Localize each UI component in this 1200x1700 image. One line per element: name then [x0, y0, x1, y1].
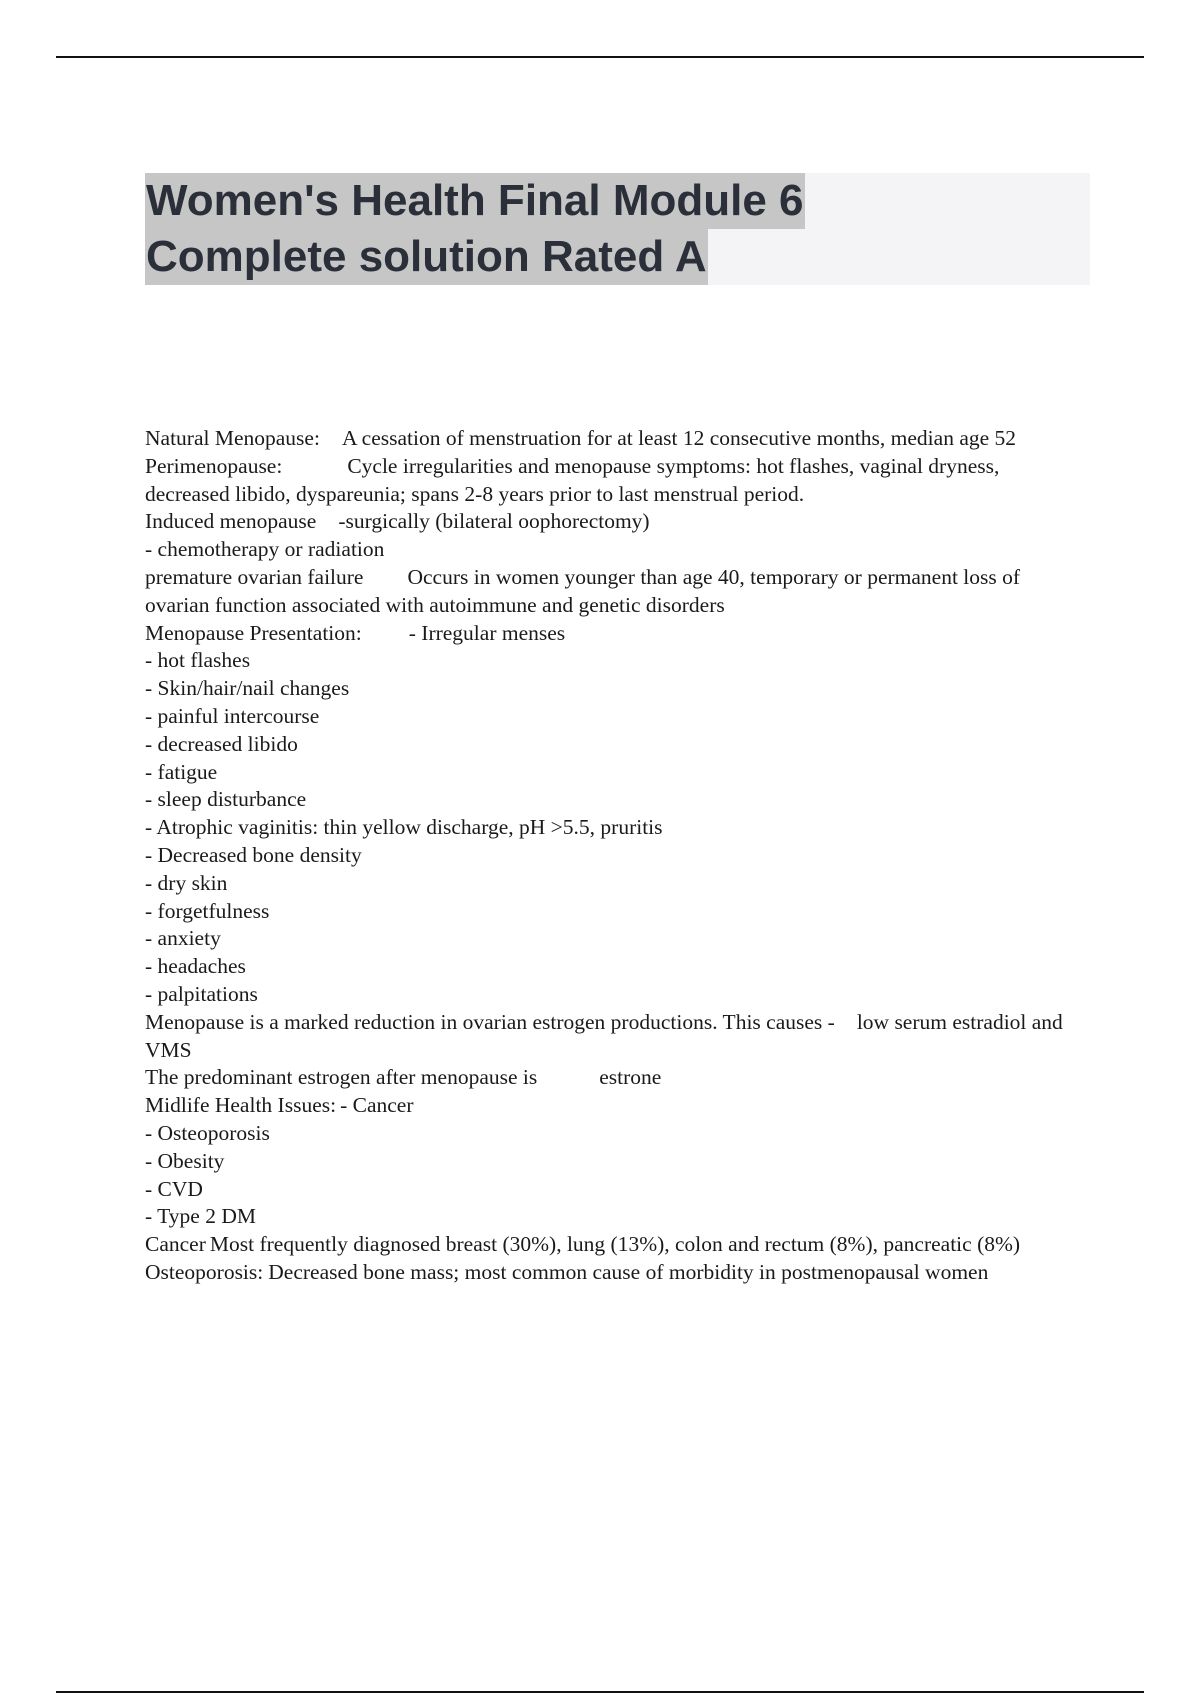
entry-midlife-health-issues: [145, 1092, 1085, 1231]
top-rule: [56, 56, 1144, 58]
list-item: - Decreased bone density: [145, 842, 362, 867]
entry-term: Menopause is a marked reduction in ovarian estrogen productions. This causes -: [145, 1009, 835, 1034]
entry-estrogen-reduction: [145, 1009, 1085, 1065]
list-item: - Skin/hair/nail changes: [145, 676, 350, 701]
list-item: - chemotherapy or radiation: [145, 537, 385, 562]
entry-definition: low serum estradiol and VMS: [145, 1009, 1063, 1062]
title-line-2: Complete solution Rated A: [145, 229, 708, 285]
entry-induced-menopause: [145, 508, 1085, 564]
entry-term: premature ovarian failure: [145, 564, 364, 589]
entry-definition: - Irregular menses: [408, 620, 566, 645]
title-line-1: Women's Health Final Module 6: [145, 173, 805, 229]
list-item: - forgetfulness: [145, 898, 270, 923]
list-item: - CVD: [145, 1176, 203, 1201]
list-item: - fatigue: [145, 759, 218, 784]
list-item: - headaches: [145, 954, 246, 979]
entry-term: Perimenopause:: [145, 453, 283, 478]
bottom-rule: [56, 1691, 1144, 1693]
entry-natural-menopause: [145, 425, 1085, 453]
entry-definition: estrone: [599, 1065, 662, 1090]
entry-predominant-estrogen: [145, 1064, 1085, 1092]
list-item: - Type 2 DM: [145, 1204, 256, 1229]
list-item: - Atrophic vaginitis: thin yellow discharge, pH >5.5, pruritis: [145, 815, 663, 840]
entry-term: Natural Menopause:: [145, 426, 320, 450]
flashcard-content: [145, 425, 1085, 1287]
entry-term: Midlife Health Issues:: [145, 1093, 337, 1118]
entry-cancer: [145, 1231, 1085, 1259]
list-item: - sleep disturbance: [145, 787, 307, 812]
list-item: - painful intercourse: [145, 703, 320, 728]
entry-menopause-presentation: [145, 620, 1085, 1009]
list-item: - dry skin: [145, 870, 228, 895]
entry-definition: Most frequently diagnosed breast (30%), lung (13%), colon and rectum (8%), pancreatic (8%): [209, 1232, 1021, 1257]
entry-definition: A cessation of menstruation for at least 12 consecutive months, median age 52: [341, 426, 1017, 450]
list-item: - Obesity: [145, 1148, 225, 1173]
entry-definition: Occurs in women younger than age 40, temporary or permanent loss of ovarian function associated with autoimmune and genetic disorders: [145, 564, 1021, 617]
entry-premature-ovarian-failure: [145, 564, 1085, 620]
entry-term: Induced menopause: [145, 509, 317, 534]
entry-perimenopause: [145, 453, 1085, 509]
entry-definition: - Cancer: [340, 1093, 414, 1118]
list-item: - hot flashes: [145, 648, 251, 673]
entry-term: Menopause Presentation:: [145, 620, 362, 645]
entry-term: Osteoporosis:: [145, 1259, 264, 1284]
list-item: - decreased libido: [145, 731, 298, 756]
list-item: - anxiety: [145, 926, 221, 951]
entry-definition: Cycle irregularities and menopause symptoms: hot flashes, vaginal dryness, decreased libido, dyspareunia; spans 2-8 years prior to last menstrual period.: [145, 453, 1000, 506]
entry-definition: -surgically (bilateral oophorectomy): [338, 509, 650, 534]
entry-term: Cancer: [145, 1232, 206, 1257]
document-title: [145, 173, 1090, 285]
entry-term: The predominant estrogen after menopause is: [145, 1065, 538, 1090]
entry-definition: Decreased bone mass; most common cause of morbidity in postmenopausal women: [268, 1259, 989, 1284]
entry-osteoporosis: [145, 1259, 1085, 1287]
list-item: - Osteoporosis: [145, 1120, 270, 1145]
list-item: - palpitations: [145, 981, 258, 1006]
